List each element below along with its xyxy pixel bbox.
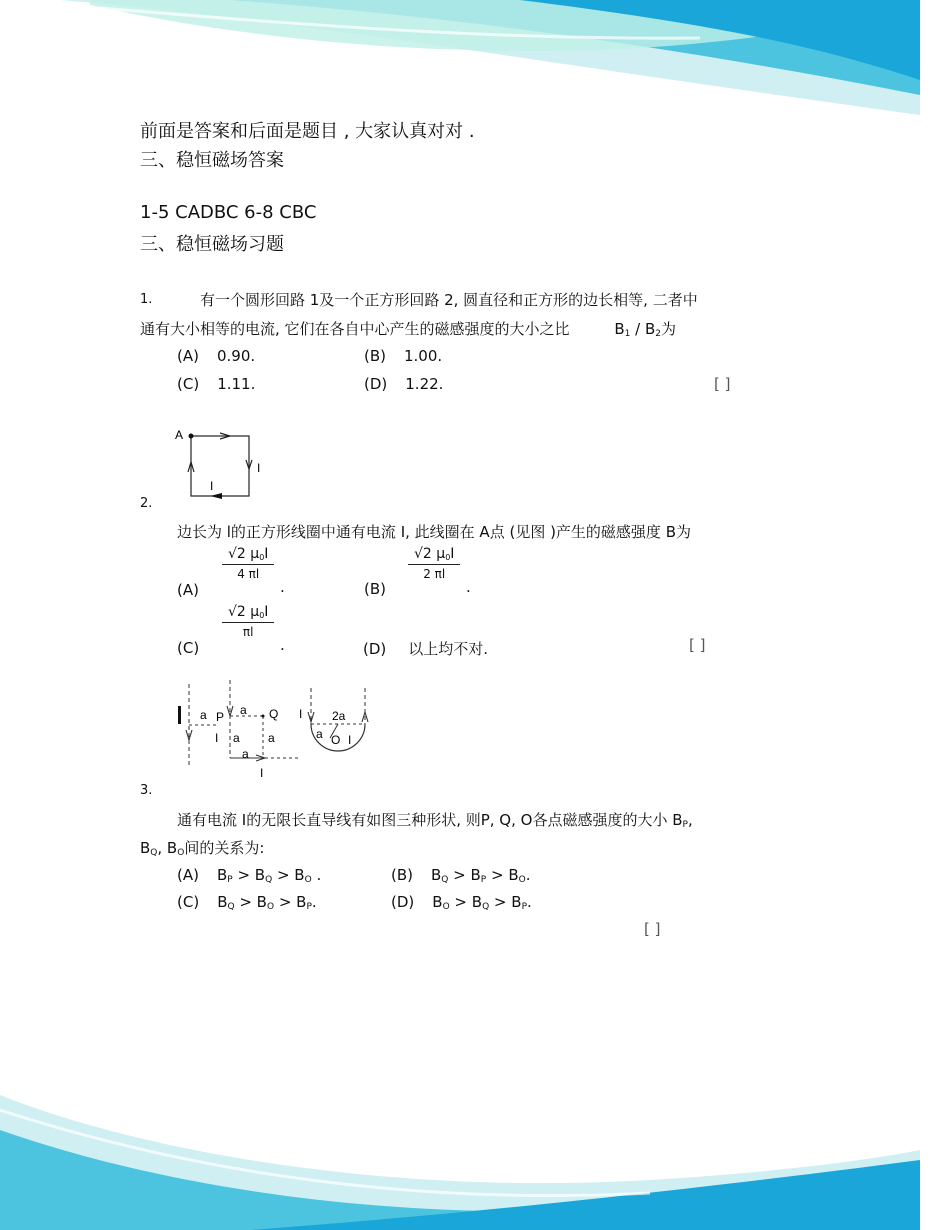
q1-line2: 通有大小相等的电流, 它们在各自中心产生的磁感强度的大小之比 $B_1 / B_2$为	[140, 320, 676, 339]
q1-number: 1.	[140, 292, 153, 307]
q2-answer-bracket: [ ]	[689, 636, 706, 654]
q2-option-c-dot: .	[280, 636, 285, 654]
q3-three-wires-figure	[170, 676, 380, 784]
q2-option-a-fraction: $\frac{√2 \mu 0I}{4 \pi l}$	[222, 546, 274, 581]
q1-option-b: (B) 1.00.	[364, 347, 443, 365]
q2-option-c-fraction: $\frac{√2 \mu 0I}{\pi l}$	[222, 604, 274, 639]
intro-text: 前面是答案和后面是题目 , 大家认真对对 .	[140, 121, 475, 142]
q2-option-a-label: (A)	[177, 581, 199, 599]
q3-fig3-current-left-label: I	[299, 707, 303, 721]
q3-fig3-2a-label: 2a	[332, 709, 346, 723]
q3-point-p-label: P	[216, 710, 225, 724]
q3-fig1-a-label: a	[200, 708, 207, 722]
q3-option-c: (C) $B_Q > B_O > B_P$.	[177, 893, 317, 912]
answer-list: 1-5 CADBC 6-8 CBC	[140, 202, 317, 223]
q3-fig2-a-right-label: a	[268, 731, 275, 745]
q2-number: 2.	[140, 496, 153, 511]
q3-fig2-a-top-label: a	[240, 703, 247, 717]
q3-stem-line1: 通有电流 I的无限长直导线有如图三种形状, 则P, Q, O各点磁感强度的大小 $B_P$,	[177, 811, 693, 830]
bottom-wave-decoration	[0, 1075, 950, 1230]
q2-option-b-dot: .	[466, 578, 471, 596]
q3-number: 3.	[140, 783, 153, 798]
q3-option-b: (B) $B_Q > B_P > B_O$.	[391, 866, 531, 885]
q1-option-c: (C) 1.11.	[177, 375, 256, 393]
q3-fig2-a-bottom-label: a	[242, 747, 249, 761]
q2-option-b-fraction: $\frac{√2 \mu 0I}{2 \pi l}$	[408, 546, 460, 581]
q1-ratio: $B_1 / B_2$为	[614, 320, 676, 339]
exercise-title: 三、稳恒磁场习题	[140, 234, 284, 255]
q3-answer-bracket: [ ]	[644, 920, 661, 938]
q3-fig2-current-label: I	[215, 731, 219, 745]
q3-fig3-a-label: a	[316, 727, 323, 741]
q2-point-a-label: A	[175, 428, 184, 442]
q2-option-b-label: (B)	[364, 580, 386, 598]
q3-stem-line2: $B_Q$, $B_O$间的关系为:	[140, 839, 265, 858]
top-wave-decoration	[0, 0, 950, 130]
q2-square-loop-figure	[170, 422, 270, 504]
q3-point-q-label: Q	[269, 707, 279, 721]
q2-option-c-label: (C)	[177, 639, 200, 657]
q2-option-d: (D) 以上均不对.	[363, 640, 489, 658]
q3-fig2-current-bottom-label: I	[260, 766, 264, 780]
q1-line1: 有一个圆形回路 1及一个正方形回路 2, 圆直径和正方形的边长相等, 二者中	[200, 291, 698, 309]
answer-title: 三、稳恒磁场答案	[140, 150, 284, 171]
q2-current-bottom-label: I	[210, 479, 214, 493]
q1-option-d: (D) 1.22.	[364, 375, 444, 393]
q2-option-a-dot: .	[280, 578, 285, 596]
q1-answer-bracket: [ ]	[714, 375, 731, 393]
q3-option-a: (A) $B_P > B_Q > B_O$ .	[177, 866, 322, 885]
q3-point-o-label: O	[331, 733, 341, 747]
q3-fig2-a-left-label: a	[233, 731, 240, 745]
q3-fig3-current-right-label: I	[348, 733, 352, 747]
q3-option-d: (D) $B_O > B_Q > B_P$.	[391, 893, 532, 912]
q1-option-a: (A) 0.90.	[177, 347, 256, 365]
q2-current-right-label: I	[257, 461, 261, 475]
q2-stem: 边长为 l的正方形线圈中通有电流 I, 此线圈在 A点 (见图 )产生的磁感强度 B为	[177, 523, 691, 541]
